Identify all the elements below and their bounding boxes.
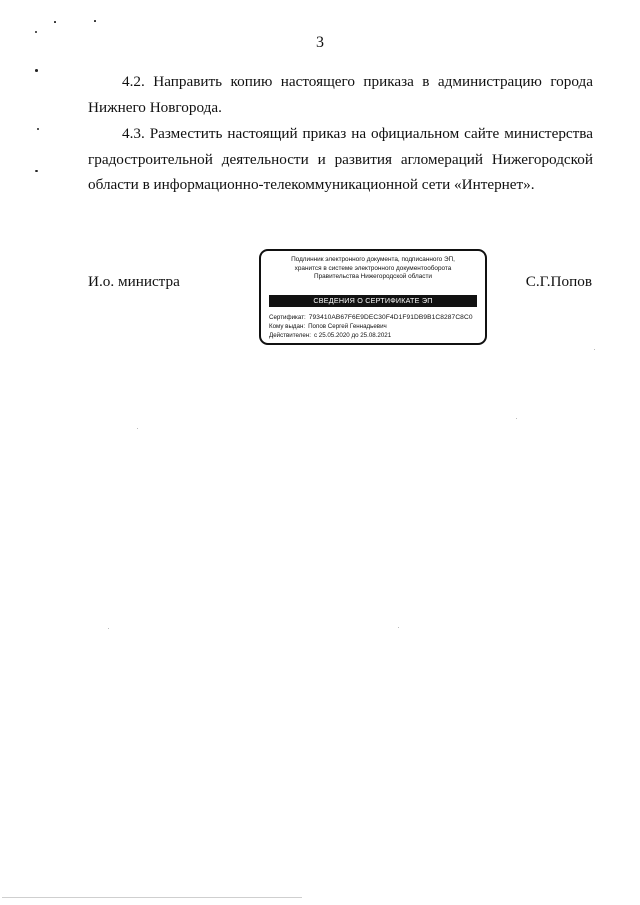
scan-speck bbox=[516, 418, 517, 419]
paragraph-4-3 bbox=[88, 121, 593, 198]
stamp-details bbox=[269, 314, 479, 340]
scan-speck bbox=[35, 170, 38, 172]
scan-speck bbox=[94, 20, 96, 22]
scan-speck bbox=[137, 428, 138, 429]
scan-speck bbox=[54, 21, 56, 23]
stamp-header-line: Правительства Нижегородской области bbox=[313, 273, 433, 281]
signer-name: С.Г.Попов bbox=[525, 273, 592, 290]
valid-value: с 25.05.2020 до 25.08.2021 bbox=[313, 331, 392, 339]
valid-row bbox=[269, 332, 479, 341]
scan-speck bbox=[594, 349, 595, 350]
certificate-value: 793410AB67F6E9DEC30F4D1F91DB9B1C8287C8C0 bbox=[308, 314, 473, 321]
stamp-header-line: Подлинник электронного документа, подписанного ЭП, bbox=[291, 256, 455, 263]
page-number: 3 bbox=[316, 34, 324, 51]
scan-speck bbox=[37, 128, 39, 130]
issued-to-row bbox=[269, 323, 479, 332]
signer-title: И.о. министра bbox=[88, 273, 180, 290]
issued-to-value: Попов Сергей Геннадьевич bbox=[308, 322, 387, 330]
electronic-signature-stamp bbox=[259, 249, 487, 345]
scan-speck bbox=[35, 31, 37, 33]
stamp-header bbox=[269, 256, 477, 282]
scan-speck bbox=[35, 69, 38, 72]
scan-edge-line bbox=[2, 897, 302, 898]
stamp-certificate-bar: СВЕДЕНИЯ О СЕРТИФИКАТЕ ЭП bbox=[269, 295, 477, 307]
scan-speck bbox=[108, 628, 109, 629]
valid-label: Действителен: bbox=[269, 331, 311, 339]
paragraph-text: 4.2. Направить копию настоящего приказа в администрацию города Нижнего Новгорода. bbox=[88, 73, 593, 116]
paragraph-4-2 bbox=[88, 69, 593, 120]
certificate-row bbox=[269, 314, 479, 323]
scan-speck bbox=[398, 627, 399, 628]
stamp-header-line: хранится в системе электронного документооборота bbox=[294, 264, 452, 272]
issued-to-label: Кому выдан: bbox=[269, 322, 306, 330]
paragraph-text: 4.3. Разместить настоящий приказ на официальном сайте министерства градостроительной деятельности и развития агломераций Нижегородской области в информационно-телекоммуникационной сети «Интернет». bbox=[88, 125, 593, 193]
certificate-label: Сертификат: bbox=[269, 314, 306, 321]
